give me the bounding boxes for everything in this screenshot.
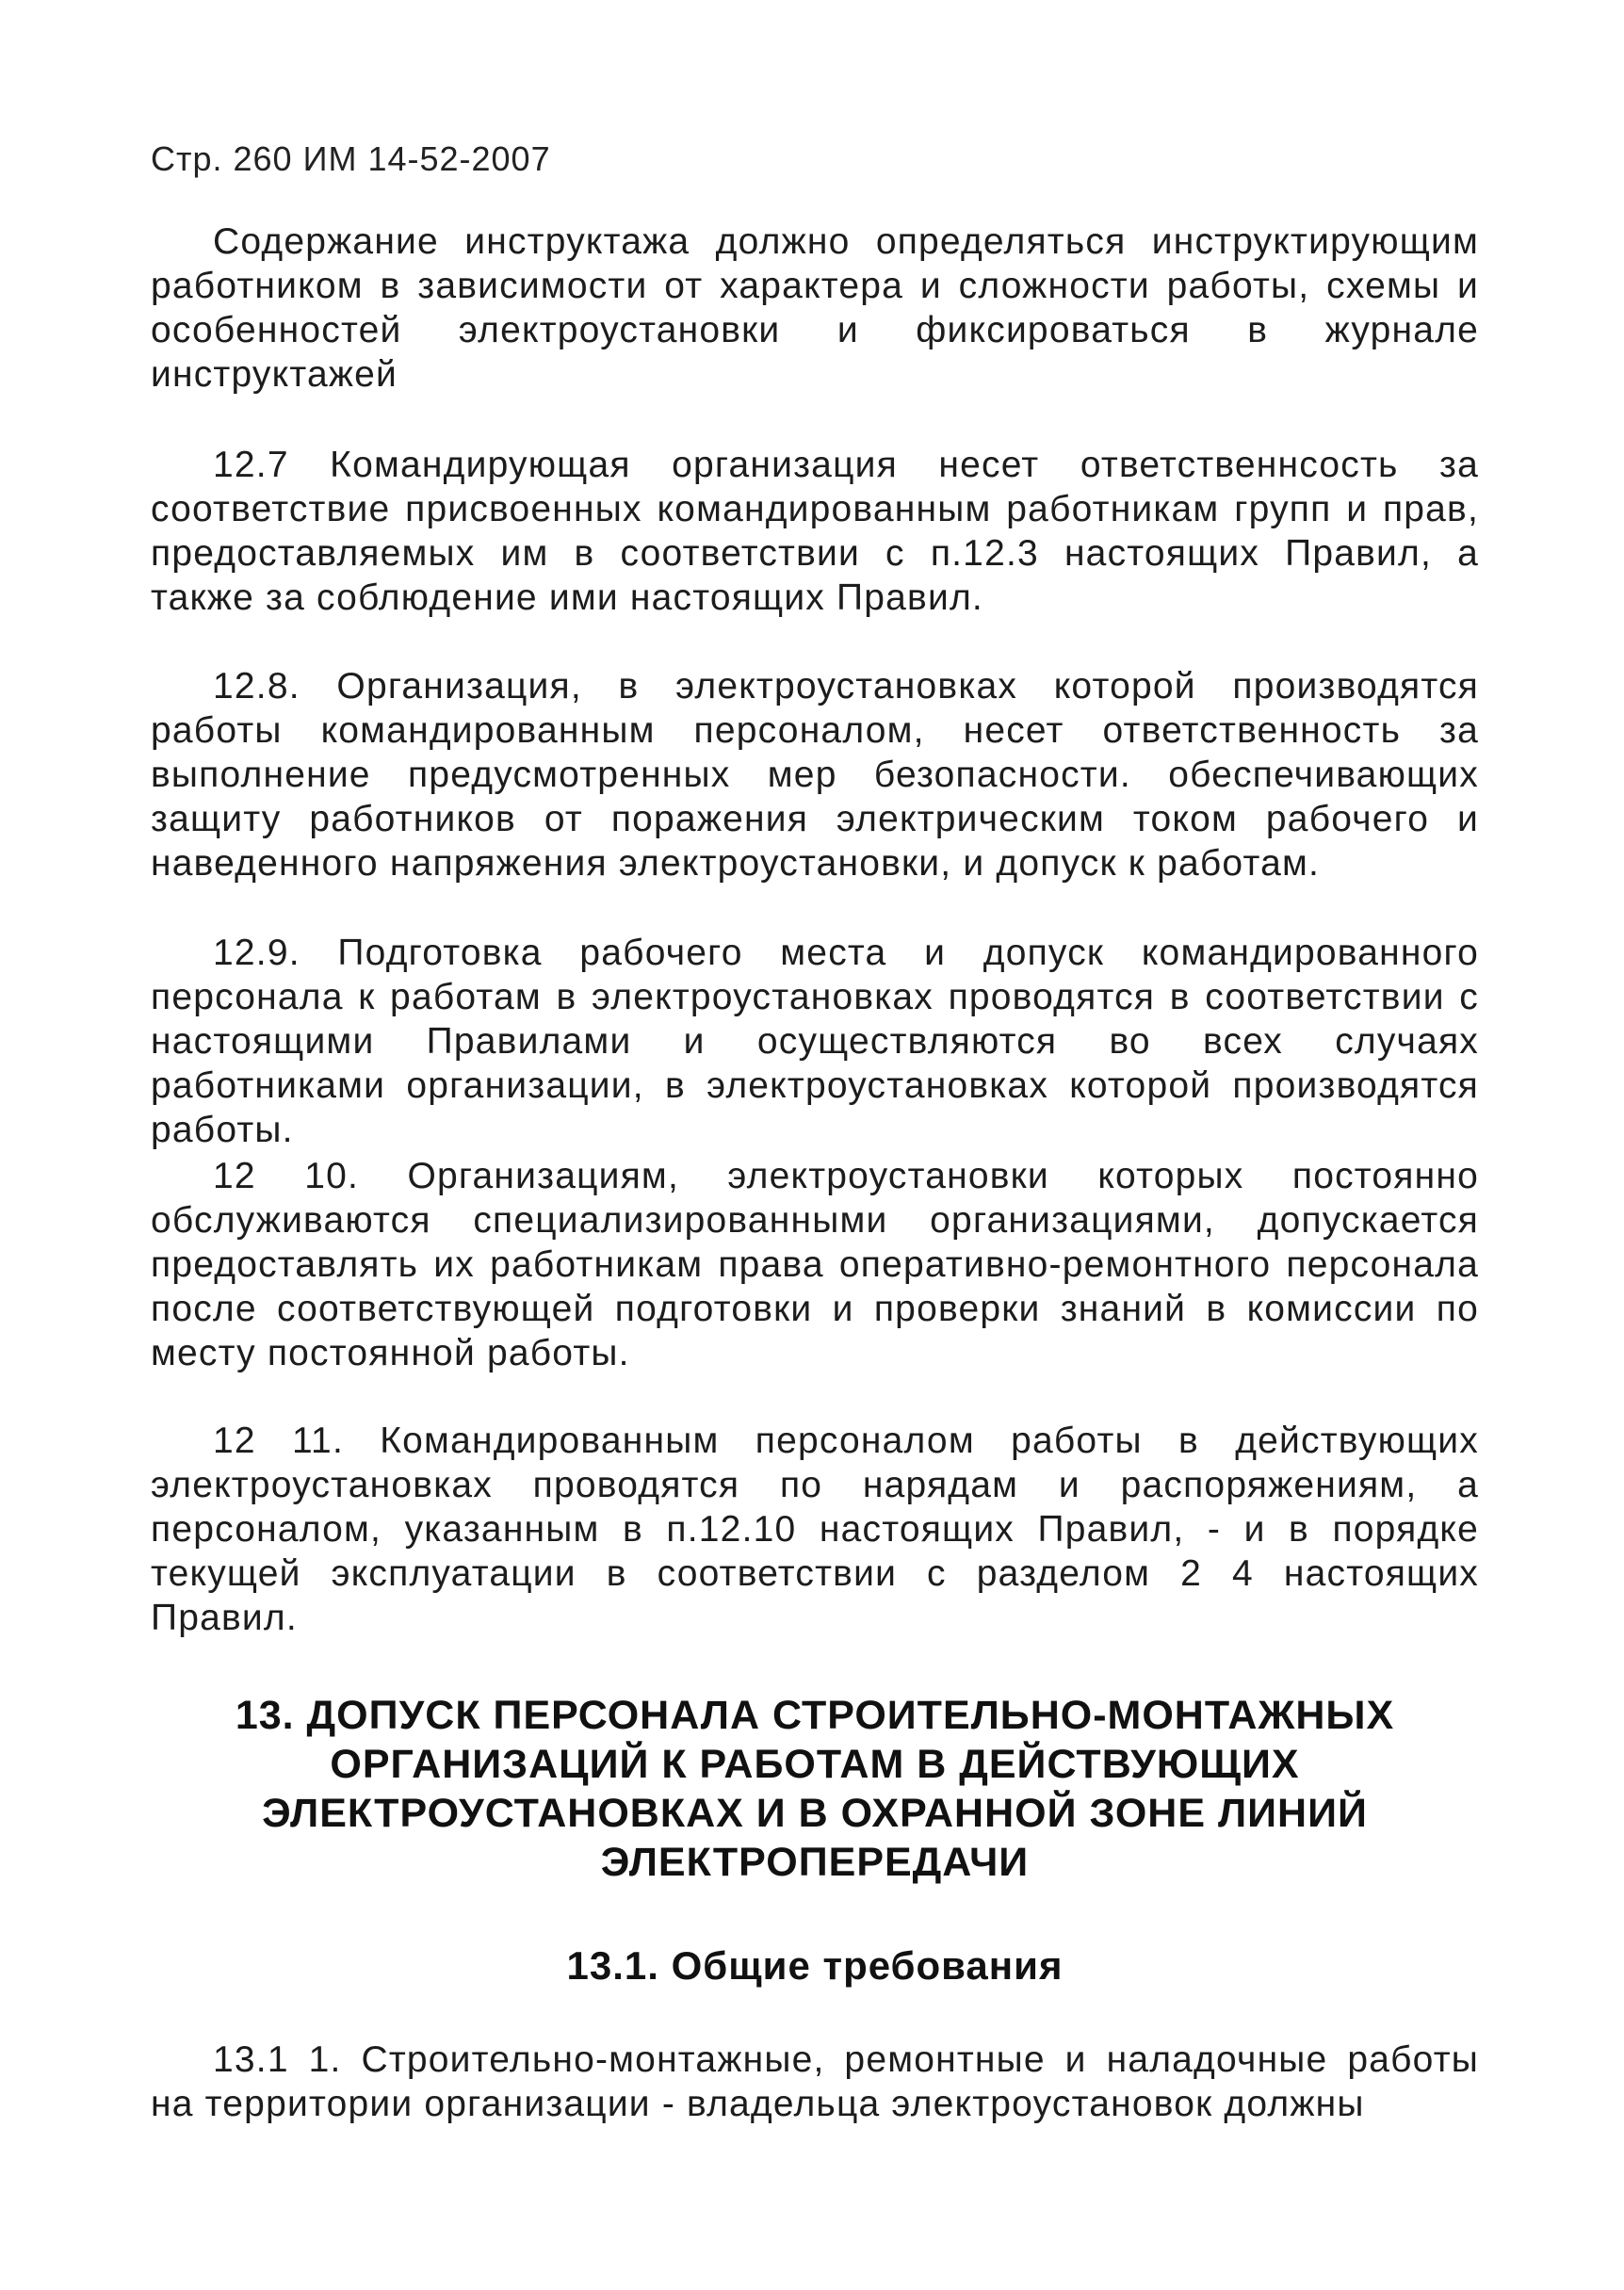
section-title-line: ОРГАНИЗАЦИЙ К РАБОТАМ В ДЕЙСТВУЮЩИХ	[330, 1742, 1300, 1787]
paragraph-13-1-1	[151, 2038, 1479, 2126]
paragraph-text: 12.7 Командирующая организация несет ответственнсость за соответствие присвоенных командированным работникам групп и прав, предоставляемых им в соответствии с п.12.3 настоящих Правил, а также за соблюдение ими настоящих Правил.	[151, 445, 1479, 618]
section-title-line: ЭЛЕКТРОУСТАНОВКАХ И В ОХРАННОЙ ЗОНЕ ЛИНИЙ	[262, 1791, 1368, 1836]
paragraph-12-10	[151, 1154, 1479, 1375]
section-13-title	[151, 1691, 1479, 1887]
page-header: Стр. 260 ИМ 14-52-2007	[151, 139, 551, 178]
paragraph-text: 12 11. Командированным персоналом работы в действующих электроустановках проводятся по нарядам и распоряжениям, а персоналом, указанным в п.12.10 настоящих Правил, - и в порядке текущей эксплуатации в соответствии с разделом 2 4 настоящих Правил.	[151, 1421, 1479, 1638]
paragraph-text: 12.9. Подготовка рабочего места и допуск командированного персонала к работам в электроустановках проводятся в соответствии с настоящими Правилами и осуществляются во всех случаях работниками организации, в электроустановках которой производятся работы.	[151, 933, 1479, 1150]
subsection-13-1-title: 13.1. Общие требования	[566, 1943, 1064, 1988]
paragraph-12-9	[151, 931, 1479, 1152]
paragraph-text: 13.1 1. Строительно-монтажные, ремонтные и наладочные работы на территории организации - владельца электроустановок должны	[151, 2039, 1479, 2124]
paragraph-instruction-content	[151, 219, 1479, 397]
paragraph-12-7	[151, 443, 1479, 620]
section-title-line: 13. ДОПУСК ПЕРСОНАЛА СТРОИТЕЛЬНО-МОНТАЖНЫХ	[235, 1693, 1395, 1738]
paragraph-text: 12.8. Организация, в электроустановках которой производятся работы командированным персоналом, несет ответственность за выполнение предусмотренных мер безопасности. обеспечивающих защиту работников от поражения электрическим током рабочего и наведенного напряжения электроустановки, и допуск к работам.	[151, 666, 1479, 884]
paragraph-text: 12 10. Организациям, электроустановки которых постоянно обслуживаются специализированными организациями, допускается предоставлять их работникам права оперативно-ремонтного персонала после соответствующей подготовки и проверки знаний в комиссии по месту постоянной работы.	[151, 1156, 1479, 1373]
paragraph-text: Содержание инструктажа должно определяться инструктирующим работником в зависимости от характера и сложности работы, схемы и особенностей электроустановки и фиксироваться в журнале инструктажей	[151, 221, 1479, 395]
paragraph-12-8	[151, 664, 1479, 885]
section-title-line: ЭЛЕКТРОПЕРЕДАЧИ	[600, 1840, 1030, 1885]
paragraph-12-11	[151, 1419, 1479, 1640]
